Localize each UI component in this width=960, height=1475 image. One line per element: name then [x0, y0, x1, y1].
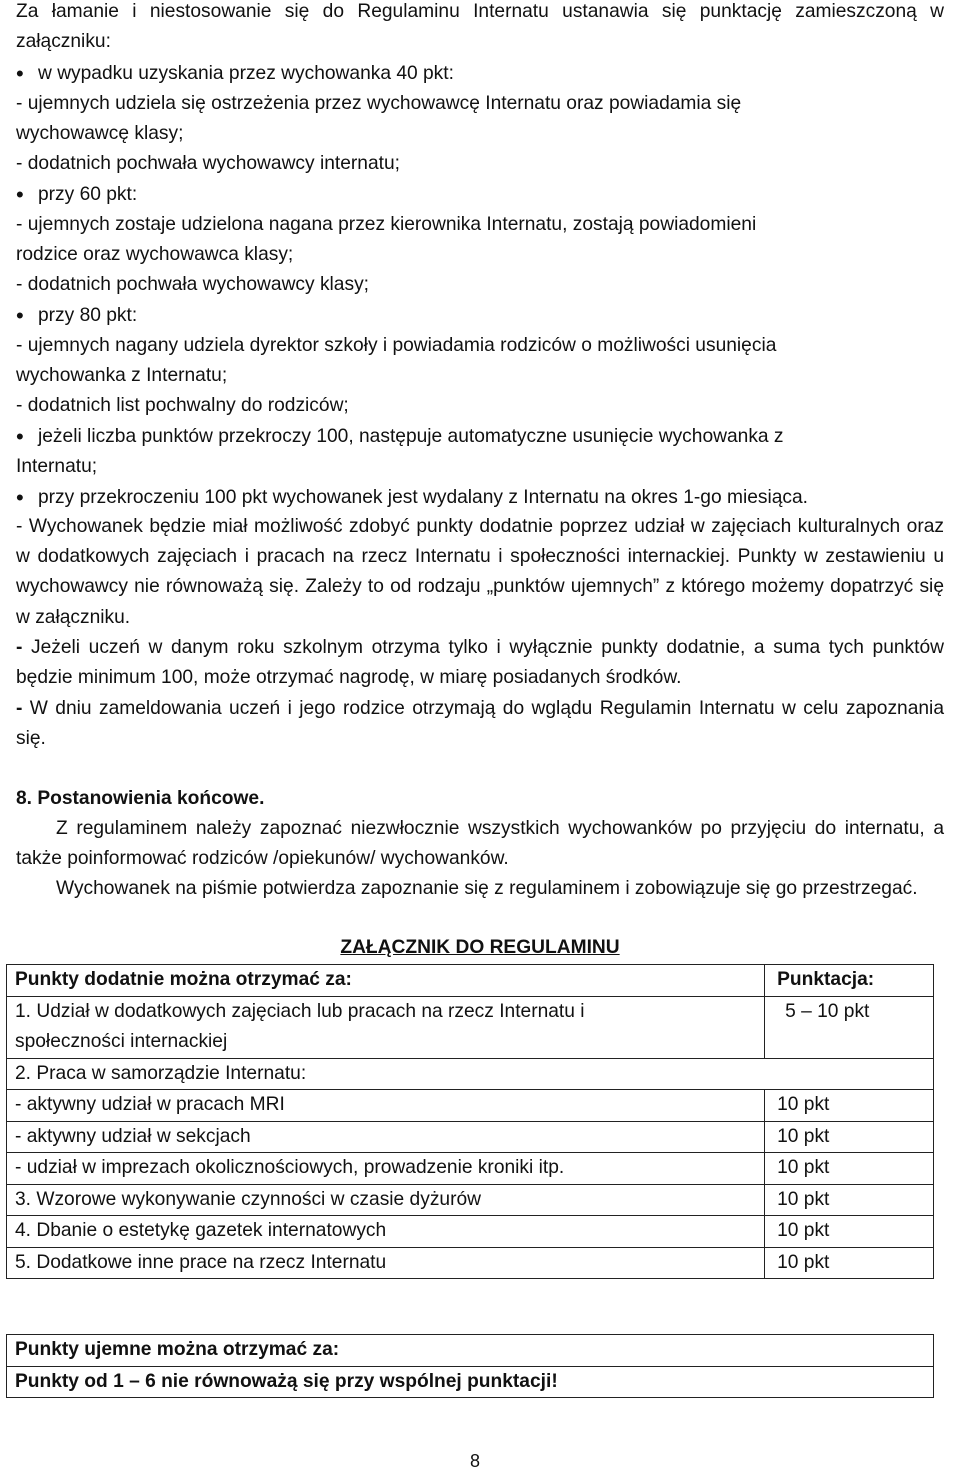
table-cell: 10 pkt — [765, 1216, 934, 1248]
table-header-row — [7, 965, 934, 997]
table-cell: 10 pkt — [765, 1090, 934, 1122]
p80-positive: - dodatnich list pochwalny do rodziców; — [16, 395, 349, 416]
final-paragraph-2: Wychowanek na piśmie potwierdza zapoznanie się z regulaminem i zobowiązuje się go przestrzegać. — [56, 878, 918, 899]
negative-points-table — [6, 1334, 934, 1398]
table-cell: 5 – 10 pkt — [765, 996, 934, 1058]
table-cell: - aktywny udział w pracach MRI — [7, 1090, 765, 1122]
dash: - — [16, 637, 23, 658]
table-cell: 10 pkt — [765, 1247, 934, 1279]
dash: - — [16, 698, 23, 719]
paragraph-registration-text: W dniu zameldowania uczeń i jego rodzice otrzymają do wglądu Regulamin Internatu w celu zapoznania się. — [16, 698, 944, 750]
table-row — [7, 1121, 934, 1153]
p80-negative-line2: wychowanka z Internatu; — [16, 365, 228, 386]
paragraph-positive-points: - Wychowanek będzie miał możliwość zdobyć punkty dodatnie poprzez udział w zajęciach kulturalnych oraz w dodatkowych zajęciach i pracach na rzecz Internatu i społeczności internackiej. Punkty w zestawieniu u wychowawcy nie równoważą się. Zależy to od rodzaju „punktów ujemnych” z którego możemy dopatrzyć się w załączniku. — [16, 516, 944, 628]
bullet-40-points: • w wypadku uzyskania przez wychowanka 40 pkt: — [16, 59, 454, 89]
table-row — [7, 1153, 934, 1185]
p40-positive: - dodatnich pochwała wychowawcy internatu; — [16, 153, 400, 174]
paragraph-award-text: Jeżeli uczeń w danym roku szkolnym otrzyma tylko i wyłącznie punkty dodatnie, a suma tych punktów będzie minimum 100, może otrzymać nagrodę, w miarę posiadanych środków. — [16, 637, 944, 689]
table-header-row — [7, 1335, 934, 1367]
paragraph-registration — [16, 694, 944, 754]
table-cell: - udział w imprezach okolicznościowych, prowadzenie kroniki itp. — [7, 1153, 765, 1185]
p80-negative-line1: - ujemnych nagany udziela dyrektor szkoły i powiadamia rodziców o możliwości usunięcia — [16, 335, 777, 356]
negative-note: Punkty od 1 – 6 nie równoważą się przy wspólnej punktacji! — [7, 1366, 934, 1398]
table-row — [7, 1216, 934, 1248]
p40-negative-line1: - ujemnych udziela się ostrzeżenia przez wychowawcę Internatu oraz powiadamia się — [16, 93, 742, 114]
page-number: 8 — [470, 1451, 481, 1471]
header-cell-reason: Punkty dodatnie można otrzymać za: — [7, 965, 765, 997]
table-row — [7, 1184, 934, 1216]
table-cell: - aktywny udział w sekcjach — [7, 1121, 765, 1153]
bullet-over-100-line2: Internatu; — [16, 456, 98, 477]
bullet-exceed-100: • przy przekroczeniu 100 pkt wychowanek jest wydalany z Internatu na okres 1-go miesiąca. — [16, 483, 808, 513]
table-cell: 2. Praca w samorządzie Internatu: — [7, 1058, 765, 1090]
bullet-80-points: • przy 80 pkt: — [16, 301, 137, 331]
table-cell: 1. Udział w dodatkowych zajęciach lub pracach na rzecz Internatu i społeczności internackiej — [7, 996, 765, 1058]
intro-paragraph: Za łamanie i niestosowanie się do Regulaminu Internatu ustanawia się punktację zamieszczoną w załączniku: — [16, 1, 944, 53]
table-cell: 5. Dodatkowe inne prace na rzecz Internatu — [7, 1247, 765, 1279]
header-cell-negative: Punkty ujemne można otrzymać za: — [7, 1335, 934, 1367]
table-cell: 10 pkt — [765, 1153, 934, 1185]
table-cell: 10 pkt — [765, 1121, 934, 1153]
header-cell-points: Punktacja: — [765, 965, 934, 997]
p60-positive: - dodatnich pochwała wychowawcy klasy; — [16, 274, 370, 295]
table-row — [7, 1247, 934, 1279]
table-row — [7, 1058, 934, 1090]
positive-points-table — [6, 964, 934, 1279]
table-cell: 4. Dbanie o estetykę gazetek internatowych — [7, 1216, 765, 1248]
bullet-60-points: • przy 60 pkt: — [16, 180, 137, 210]
table-cell: 10 pkt — [765, 1184, 934, 1216]
p60-negative-line2: rodzice oraz wychowawca klasy; — [16, 244, 294, 265]
table-cell: 3. Wzorowe wykonywanie czynności w czasie dyżurów — [7, 1184, 765, 1216]
p60-negative-line1: - ujemnych zostaje udzielona nagana przez kierownika Internatu, zostają powiadomieni — [16, 214, 757, 235]
table-row — [7, 1366, 934, 1398]
section-title: 8. Postanowienia końcowe. — [16, 788, 265, 809]
table-row — [7, 996, 934, 1058]
annex-title: ZAŁĄCZNIK DO REGULAMINU — [340, 937, 620, 958]
final-paragraph-1: Z regulaminem należy zapoznać niezwłocznie wszystkich wychowanków po przyjęciu do internatu, a także poinformować rodziców /opiekunów/ wychowanków. — [16, 818, 944, 870]
table-cell — [765, 1058, 934, 1090]
p40-negative-line2: wychowawcę klasy; — [16, 123, 184, 144]
bullet-over-100-line1: • jeżeli liczba punktów przekroczy 100, następuje automatyczne usunięcie wychowanka z — [16, 422, 784, 452]
table-row — [7, 1090, 934, 1122]
paragraph-award — [16, 633, 944, 693]
